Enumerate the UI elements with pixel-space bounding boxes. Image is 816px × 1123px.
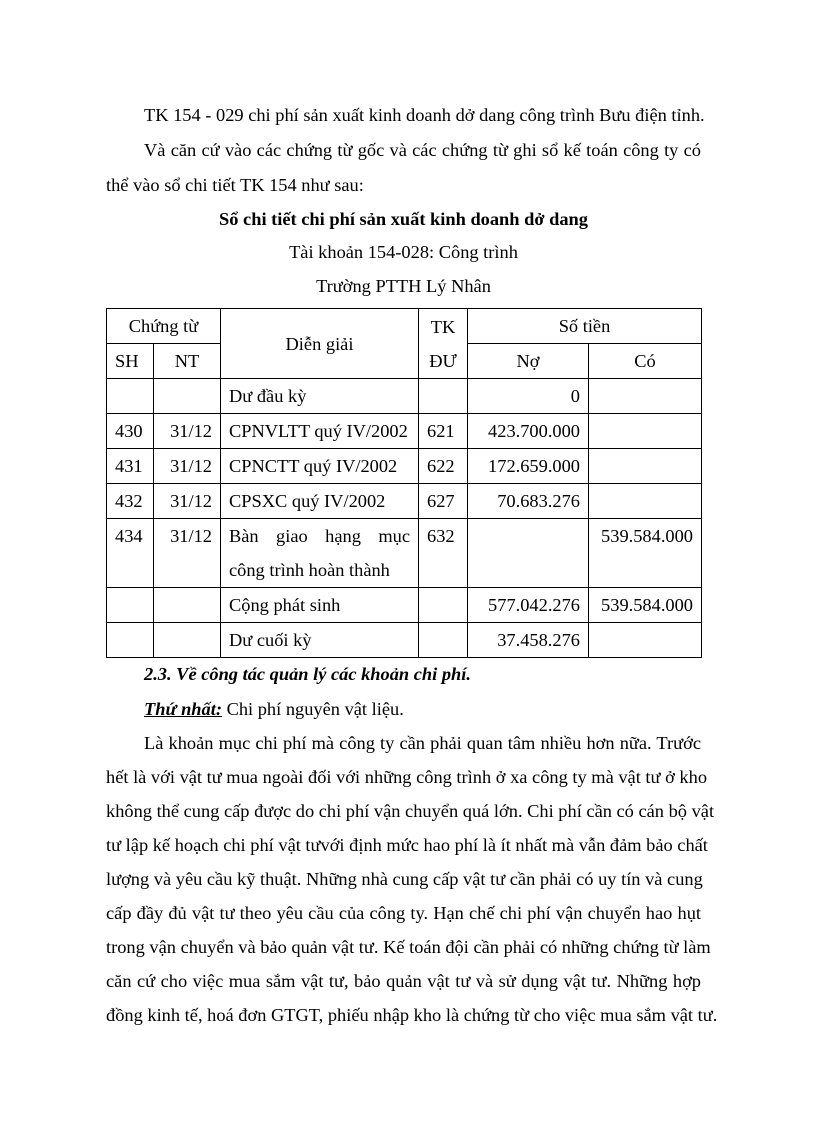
cell-description: Cộng phát sinh — [221, 588, 419, 623]
cell-debit: 577.042.276 — [468, 588, 589, 623]
paragraph-line: trong vận chuyển và bảo quản vật tư. Kế toán đội cần phải có những chứng từ làm — [106, 937, 711, 957]
table-row — [107, 623, 702, 658]
cell-tk — [419, 588, 468, 623]
cell-tk: 622 — [419, 449, 468, 484]
cell-nt — [154, 623, 221, 658]
cell-credit — [589, 623, 702, 658]
table-header-row — [107, 309, 702, 344]
cell-sh: 430 — [107, 414, 154, 449]
header-description: Diễn giải — [221, 309, 419, 379]
table-row — [107, 379, 702, 414]
header-credit: Có — [589, 344, 702, 379]
paragraph-line: cấp đầy đủ vật tư theo yêu cầu của công ty. Hạn chế chi phí vận chuyển hao hụt — [106, 903, 701, 923]
cell-credit: 539.584.000 — [589, 588, 702, 623]
first-point-line — [144, 697, 404, 721]
cell-debit: 0 — [468, 379, 589, 414]
cell-tk — [419, 623, 468, 658]
paragraph-line: hết là với vật tư mua ngoài đối với những công trình ở xa công ty mà vật tư ở kho — [106, 767, 708, 787]
first-point-label: Thứ nhất: — [144, 699, 222, 719]
cell-credit — [589, 379, 702, 414]
ledger-table — [106, 308, 702, 658]
intro-line-2: Và căn cứ vào các chứng từ gốc và các chứng từ ghi sổ kế toán công ty có — [144, 140, 701, 160]
cell-credit: 539.584.000 — [589, 519, 702, 588]
cell-nt: 31/12 — [154, 414, 221, 449]
cell-tk: 627 — [419, 484, 468, 519]
cell-credit — [589, 484, 702, 519]
cell-nt: 31/12 — [154, 519, 221, 588]
cell-sh — [107, 588, 154, 623]
table-row — [107, 519, 702, 588]
header-amount: Số tiền — [468, 309, 702, 344]
cell-nt: 31/12 — [154, 449, 221, 484]
paragraph-line: không thể cung cấp được do chi phí vận chuyển quá lớn. Chi phí cần có cán bộ vật — [106, 801, 715, 821]
cell-tk — [419, 379, 468, 414]
header-tk-line2: ĐƯ — [429, 350, 457, 371]
paragraph-line: Là khoản mục chi phí mà công ty cần phải quan tâm nhiều hơn nữa. Trước — [144, 733, 701, 753]
header-tk — [419, 309, 468, 379]
ledger-title: Sổ chi tiết chi phí sản xuất kinh doanh dở dang — [219, 209, 588, 229]
cell-description: CPNCTT quý IV/2002 — [221, 449, 419, 484]
paragraph-line: đồng kinh tế, hoá đơn GTGT, phiếu nhập kho là chứng từ cho việc mua sắm vật tư. — [106, 1005, 718, 1025]
cell-tk: 632 — [419, 519, 468, 588]
cell-nt: 31/12 — [154, 484, 221, 519]
cell-sh: 434 — [107, 519, 154, 588]
cell-debit: 423.700.000 — [468, 414, 589, 449]
header-voucher: Chứng từ — [107, 309, 221, 344]
ledger-subtitle-account: Tài khoản 154-028: Công trình — [289, 242, 518, 262]
table-row — [107, 414, 702, 449]
first-point-text: Chi phí nguyên vật liệu. — [221, 699, 404, 719]
paragraph-line: tư lập kế hoạch chi phí vật tưvới định mức hao phí là ít nhất mà vẫn đảm bảo chất — [106, 835, 708, 855]
table-row — [107, 449, 702, 484]
cell-description: CPSXC quý IV/2002 — [221, 484, 419, 519]
paragraph-line: lượng và yêu cầu kỹ thuật. Những nhà cung cấp vật tư cần phải có uy tín và cung — [106, 869, 703, 889]
cell-description: Dư cuối kỳ — [221, 623, 419, 658]
cell-sh: 431 — [107, 449, 154, 484]
cell-sh — [107, 379, 154, 414]
header-tk-line1: TK — [430, 316, 456, 337]
intro-line-3: thể vào sổ chi tiết TK 154 như sau: — [106, 175, 364, 195]
cell-description-line2: công trình hoàn thành — [229, 560, 390, 580]
table-row — [107, 484, 702, 519]
cell-description: Dư đầu kỳ — [221, 379, 419, 414]
paragraph-line: căn cứ cho việc mua sắm vật tư, bảo quản vật tư và sử dụng vật tư. Những hợp — [106, 971, 701, 991]
cell-description-line1: Bàn giao hạng mục — [229, 526, 410, 546]
cell-description: CPNVLTT quý IV/2002 — [221, 414, 419, 449]
table-row — [107, 588, 702, 623]
cell-sh: 432 — [107, 484, 154, 519]
cell-credit — [589, 449, 702, 484]
section-heading: 2.3. Về công tác quản lý các khoản chi phí. — [144, 664, 471, 684]
cell-debit — [468, 519, 589, 588]
header-sh: SH — [107, 344, 154, 379]
cell-sh — [107, 623, 154, 658]
cell-credit — [589, 414, 702, 449]
header-nt: NT — [154, 344, 221, 379]
cell-debit: 37.458.276 — [468, 623, 589, 658]
cell-tk: 621 — [419, 414, 468, 449]
cell-description — [221, 519, 419, 588]
cell-nt — [154, 588, 221, 623]
cell-debit: 70.683.276 — [468, 484, 589, 519]
cell-nt — [154, 379, 221, 414]
header-debit: Nợ — [468, 344, 589, 379]
cell-debit: 172.659.000 — [468, 449, 589, 484]
ledger-subtitle-project: Trường PTTH Lý Nhân — [316, 276, 491, 296]
intro-line-1: TK 154 - 029 chi phí sản xuất kinh doanh dở dang công trình Bưu điện tỉnh. — [144, 105, 705, 125]
